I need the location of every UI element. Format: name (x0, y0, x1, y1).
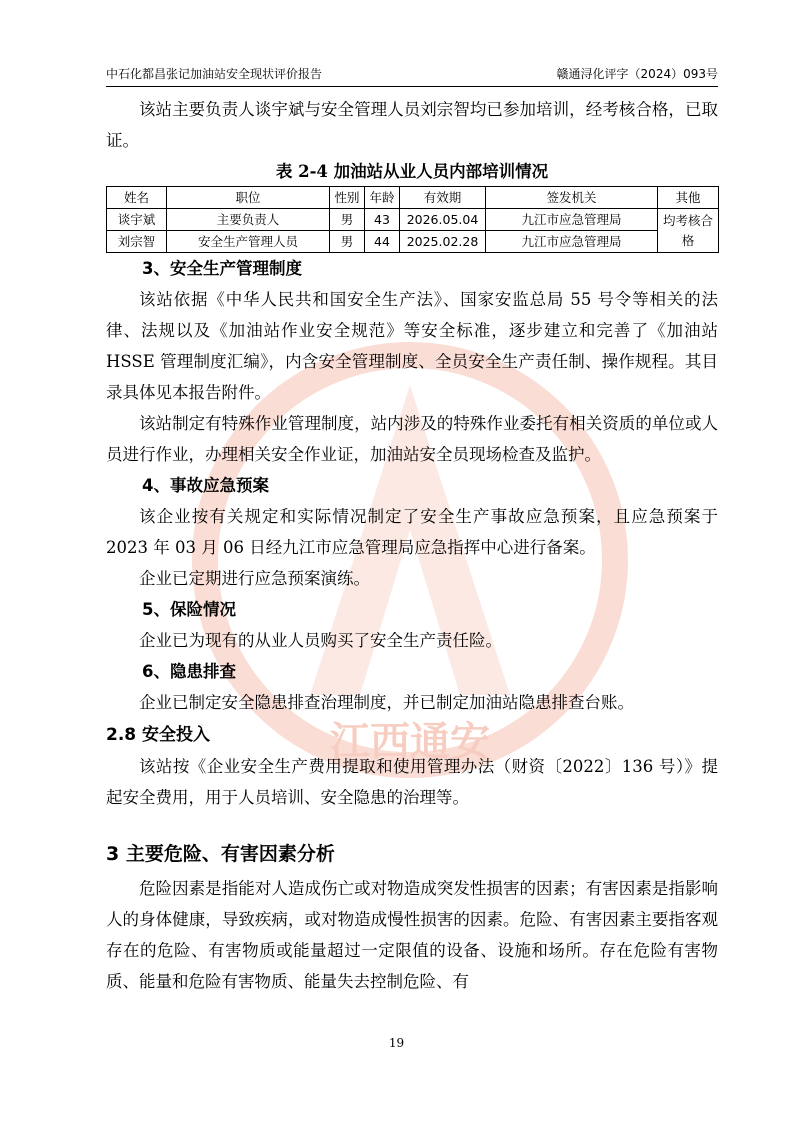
col-header: 签发机关 (486, 187, 658, 209)
watermark-text: 江西通安 (330, 719, 490, 765)
table-header-row (107, 187, 719, 209)
table-row (107, 231, 719, 253)
cell-other: 均考核合格 (658, 209, 719, 253)
page-number: 19 (388, 1036, 405, 1050)
section-paragraph: 该企业按有关规定和实际情况制定了安全生产事故应急预案，且应急预案于 2023 年 03 月 06 日经九江市应急管理局应急指挥中心进行备案。 (106, 507, 718, 557)
col-header: 性别 (330, 187, 365, 209)
section-title: 5、保险情况 (142, 600, 236, 619)
intro-paragraph: 该站主要负责人谈宇斌与安全管理人员刘宗智均已参加培训，经考核合格，已取证。 (106, 100, 718, 150)
col-header: 职位 (167, 187, 330, 209)
table-row (107, 209, 719, 231)
chapter-heading: 3 主要危险、有害因素分析 (106, 843, 335, 865)
col-header: 年龄 (365, 187, 400, 209)
cell-validity: 2026.05.04 (400, 209, 486, 231)
section-title: 6、隐患排查 (142, 662, 236, 681)
section-paragraph: 该站制定有特殊作业管理制度，站内涉及的特殊作业委托有相关资质的单位或人员进行作业，办理相关安全作业证，加油站安全员现场检查及监护。 (106, 414, 718, 464)
cell-position: 主要负责人 (167, 209, 330, 231)
table-caption: 表 2-4 加油站从业人员内部培训情况 (275, 162, 549, 181)
section-title: 4、事故应急预案 (142, 476, 269, 495)
cell-position: 安全生产管理人员 (167, 231, 330, 253)
header-report-title: 中石化都昌张记加油站安全现状评价报告 (106, 67, 323, 81)
cell-gender: 男 (330, 231, 365, 253)
section-paragraph: 企业已制定安全隐患排查治理制度，并已制定加油站隐患排查台账。 (139, 693, 634, 712)
section-heading-2-8: 2.8 安全投入 (106, 725, 211, 745)
cell-gender: 男 (330, 209, 365, 231)
section-2-8-paragraph: 该站按《企业安全生产费用提取和使用管理办法（财资〔2022〕136 号）》提起安全费用，用于人员培训、安全隐患的治理等。 (106, 757, 718, 807)
cell-issuer: 九江市应急管理局 (486, 209, 658, 231)
cell-issuer: 九江市应急管理局 (486, 231, 658, 253)
cell-name: 刘宗智 (107, 231, 167, 253)
section-title: 3、安全生产管理制度 (142, 259, 302, 278)
section-paragraph: 企业已为现有的从业人员购买了安全生产责任险。 (139, 631, 502, 650)
col-header: 其他 (658, 187, 719, 209)
page-content (106, 94, 718, 997)
col-header: 姓名 (107, 187, 167, 209)
page-header (106, 64, 718, 87)
training-table (106, 186, 719, 253)
cell-name: 谈宇斌 (107, 209, 167, 231)
section-paragraph: 该站依据《中华人民共和国安全生产法》、国家安监总局 55 号令等相关的法律、法规以及《加油站作业安全规范》等安全标准，逐步建立和完善了《加油站 HSSE 管理制度汇编》，内含安全管理制度、全员安全生产责任制、操作规程。其目录具体见本报告附件。 (106, 290, 718, 402)
cell-age: 44 (365, 231, 400, 253)
cell-age: 43 (365, 209, 400, 231)
col-header: 有效期 (400, 187, 486, 209)
section-paragraph: 企业已定期进行应急预案演练。 (139, 569, 370, 588)
header-report-number: 赣通浔化评字（2024）093号 (556, 67, 718, 81)
cell-validity: 2025.02.28 (400, 231, 486, 253)
chapter-paragraph: 危险因素是指能对人造成伤亡或对物造成突发性损害的因素；有害因素是指影响人的身体健康，导致疾病，或对物造成慢性损害的因素。危险、有害因素主要指客观存在的危险、有害物质或能量超过一定限值的设备、设施和场所。存在危险有害物质、能量和危险有害物质、能量失去控制危险、有 (106, 879, 718, 991)
